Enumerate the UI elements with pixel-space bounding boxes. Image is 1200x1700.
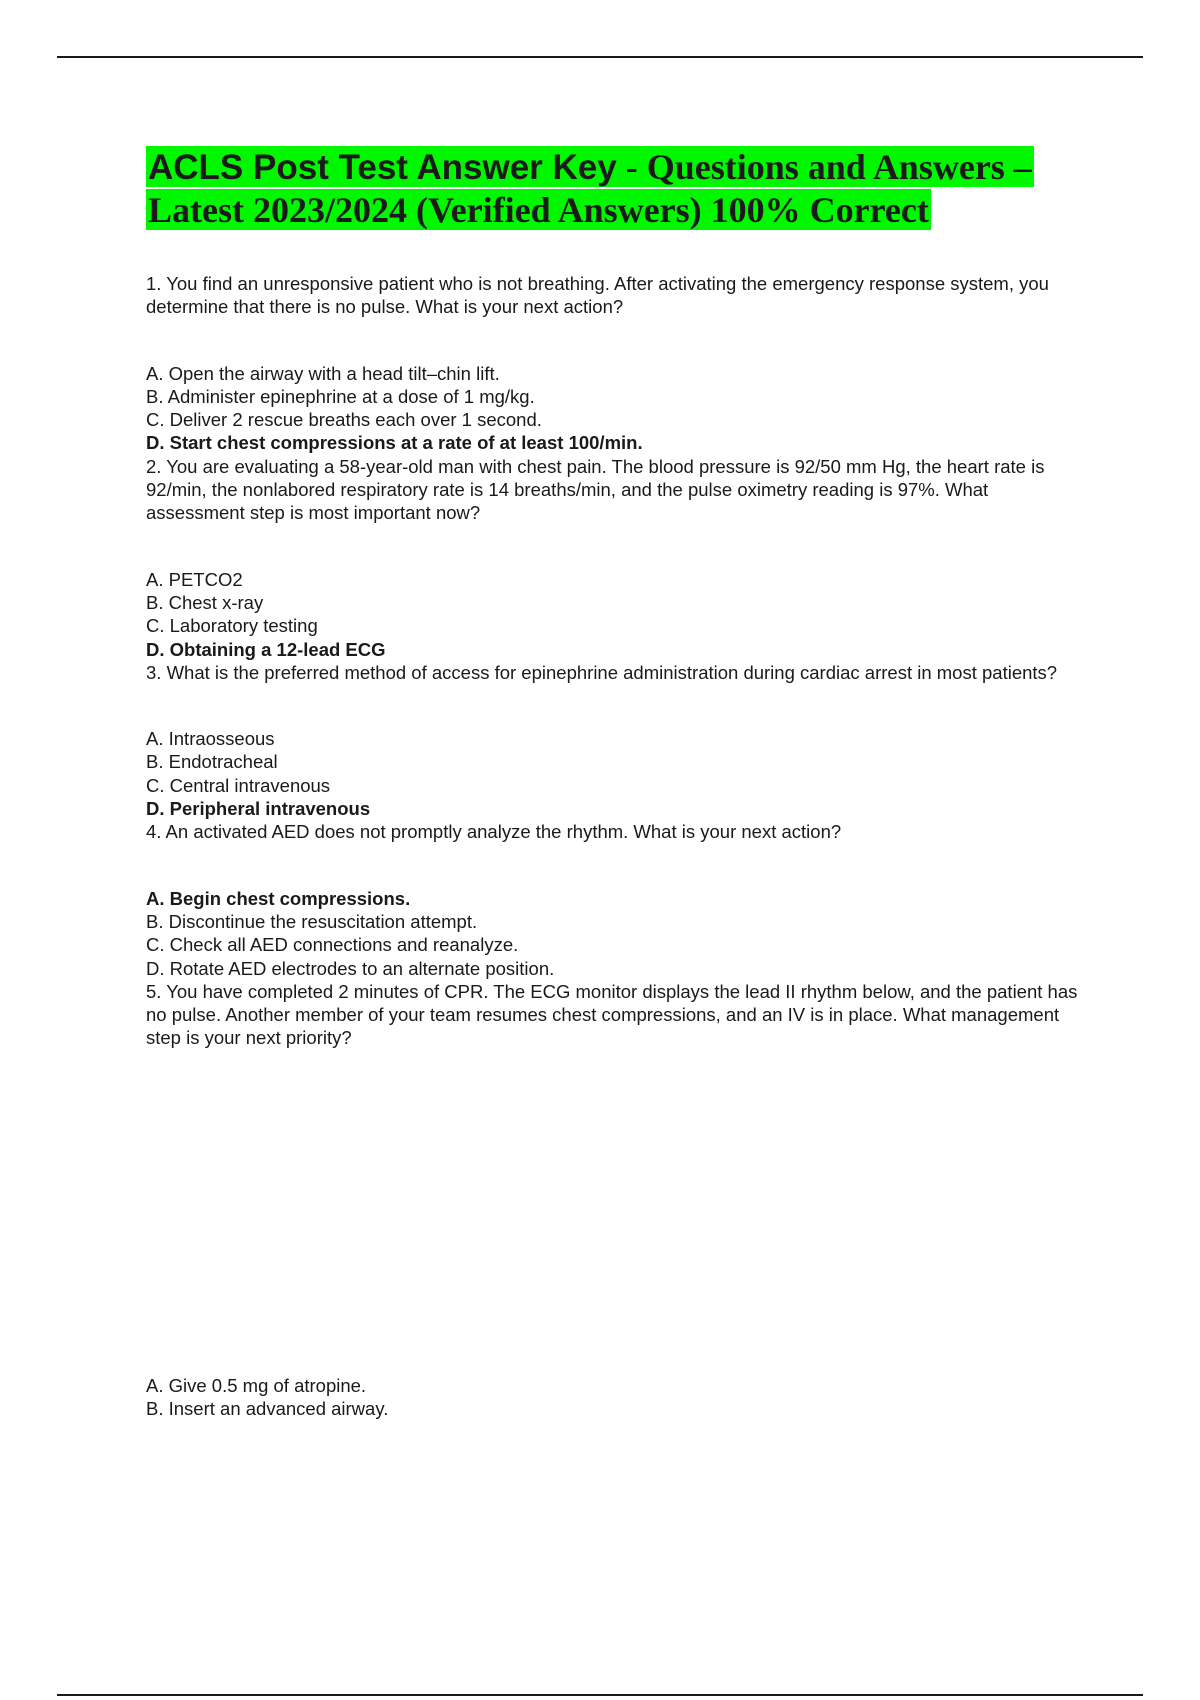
question-1-option-d-correct: D. Start chest compressions at a rate of at least 100/min. [146, 432, 643, 454]
ecg-image-area [146, 1050, 1086, 1374]
question-1-text: 1. You find an unresponsive patient who is not breathing. After activating the emergency response system, you determine that there is no pulse. What is your next action? [146, 273, 1049, 318]
question-1-option-c: C. Deliver 2 rescue breaths each over 1 second. [146, 409, 542, 431]
question-3-option-c: C. Central intravenous [146, 774, 331, 796]
question-4-option-c: C. Check all AED connections and reanalyze. [146, 934, 519, 956]
question-2-option-d-correct: D. Obtaining a 12-lead ECG [146, 638, 386, 660]
question-2-options [146, 568, 1086, 661]
question-5-text: 5. You have completed 2 minutes of CPR. The ECG monitor displays the lead II rhythm below, and the patient has no pulse. Another member of your team resumes chest compressions, and an IV is in place. What management step is your next priority? [146, 980, 1078, 1049]
question-1-option-a: A. Open the airway with a head tilt–chin lift. [146, 362, 500, 384]
bottom-rule [57, 1694, 1143, 1696]
question-3-option-d-correct: D. Peripheral intravenous [146, 798, 371, 820]
question-2-text: 2. You are evaluating a 58-year-old man with chest pain. The blood pressure is 92/50 mm Hg, the heart rate is 92/min, the nonlabored respiratory rate is 14 breaths/min, and the pulse oximetry reading is 97%. What assessment step is most important now? [146, 455, 1045, 524]
question-3-option-b: B. Endotracheal [146, 751, 278, 773]
question-5-option-a: A. Give 0.5 mg of atropine. [146, 1374, 367, 1396]
title-subtitle: - Questions and Answers – Latest 2023/2024 (Verified Answers) 100% Correct [148, 147, 1032, 230]
question-2-option-c: C. Laboratory testing [146, 615, 318, 637]
question-1-option-b: B. Administer epinephrine at a dose of 1 mg/kg. [146, 385, 535, 407]
question-1-options [146, 362, 1086, 455]
question-3-option-a: A. Intraosseous [146, 728, 275, 750]
title-main: ACLS Post Test Answer Key [148, 148, 617, 187]
question-2-option-b: B. Chest x-ray [146, 591, 264, 613]
question-4-option-d: D. Rotate AED electrodes to an alternate position. [146, 957, 555, 979]
question-3-text: 3. What is the preferred method of access for epinephrine administration during cardiac arrest in most patients? [146, 661, 1058, 683]
question-5-options [146, 1374, 1086, 1421]
question-5-option-b: B. Insert an advanced airway. [146, 1398, 389, 1420]
title-highlight [146, 146, 1034, 230]
document-title [146, 146, 1066, 231]
question-4-options [146, 887, 1086, 980]
question-4-option-b: B. Discontinue the resuscitation attempt. [146, 910, 478, 932]
question-4-text: 4. An activated AED does not promptly analyze the rhythm. What is your next action? [146, 821, 842, 843]
question-2-option-a: A. PETCO2 [146, 568, 243, 590]
top-rule [57, 56, 1143, 58]
question-3-options [146, 727, 1086, 820]
question-list [146, 272, 1086, 1420]
question-4-option-a-correct: A. Begin chest compressions. [146, 887, 411, 909]
